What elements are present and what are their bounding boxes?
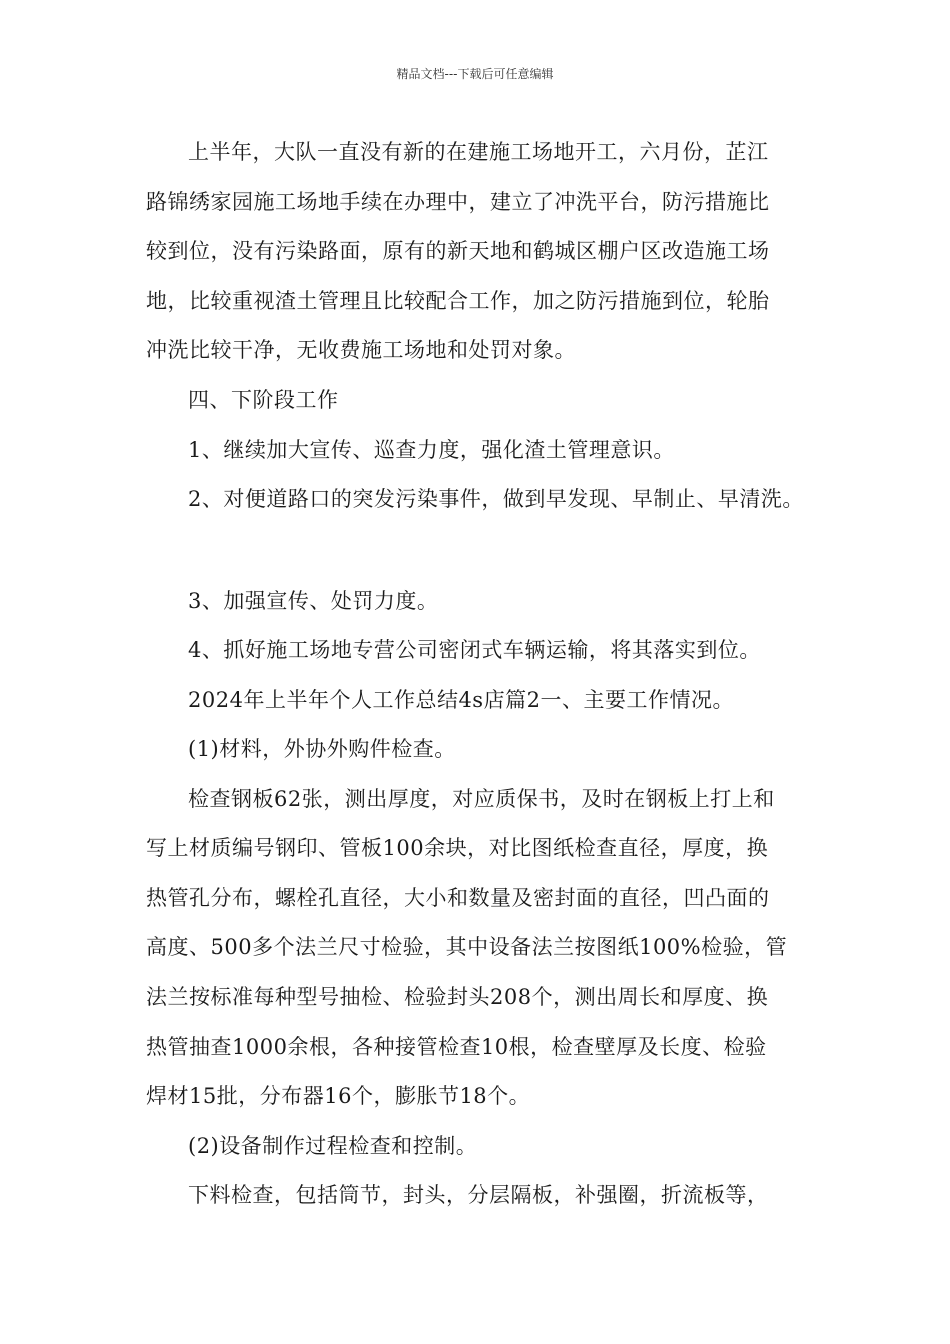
body-line: 检查钢板62张，测出厚度，对应质保书，及时在钢板上打上和 xyxy=(188,787,775,811)
body-line: 高度、500多个法兰尺寸检验，其中设备法兰按图纸100%检验，管 xyxy=(146,935,788,959)
body-line: 热管抽查1000余根，各种接管检查10根，检查壁厚及长度、检验 xyxy=(146,1035,767,1059)
list-item: 2、对便道路口的突发污染事件，做到早发现、早制止、早清洗。 xyxy=(188,487,804,511)
body-line: 较到位，没有污染路面，原有的新天地和鹤城区棚户区改造施工场 xyxy=(146,239,770,263)
body-line: 冲洗比较干净，无收费施工场地和处罚对象。 xyxy=(146,338,576,362)
body-line: 路锦绣家园施工场地手续在办理中，建立了冲洗平台，防污措施比 xyxy=(146,190,770,214)
list-item: 4、抓好施工场地专营公司密闭式车辆运输，将其落实到位。 xyxy=(188,638,761,662)
section-heading: 2024年上半年个人工作总结4s店篇2一、主要工作情况。 xyxy=(188,688,734,712)
body-line: 地，比较重视渣土管理且比较配合工作，加之防污措施到位，轮胎 xyxy=(146,289,770,313)
page-header: 精品文档---下载后可任意编辑 xyxy=(396,67,554,81)
body-line: 上半年，大队一直没有新的在建施工场地开工，六月份，芷江 xyxy=(188,140,769,164)
subsection-heading: (2)设备制作过程检查和控制。 xyxy=(188,1134,478,1158)
body-line: 下料检查，包括筒节，封头，分层隔板，补强圈，折流板等， xyxy=(188,1183,769,1207)
subsection-heading: (1)材料，外协外购件检查。 xyxy=(188,737,456,761)
body-line: 焊材15批，分布器16个，膨胀节18个。 xyxy=(146,1084,531,1108)
list-item: 1、继续加大宣传、巡查力度，强化渣土管理意识。 xyxy=(188,438,675,462)
body-line: 写上材质编号钢印、管板100余块，对比图纸检查直径，厚度，换 xyxy=(146,836,769,860)
section-heading: 四、下阶段工作 xyxy=(188,388,339,412)
list-item: 3、加强宣传、处罚力度。 xyxy=(188,589,439,613)
body-line: 法兰按标准每种型号抽检、检验封头208个，测出周长和厚度、换 xyxy=(146,985,769,1009)
body-line: 热管孔分布，螺栓孔直径，大小和数量及密封面的直径，凹凸面的 xyxy=(146,886,770,910)
